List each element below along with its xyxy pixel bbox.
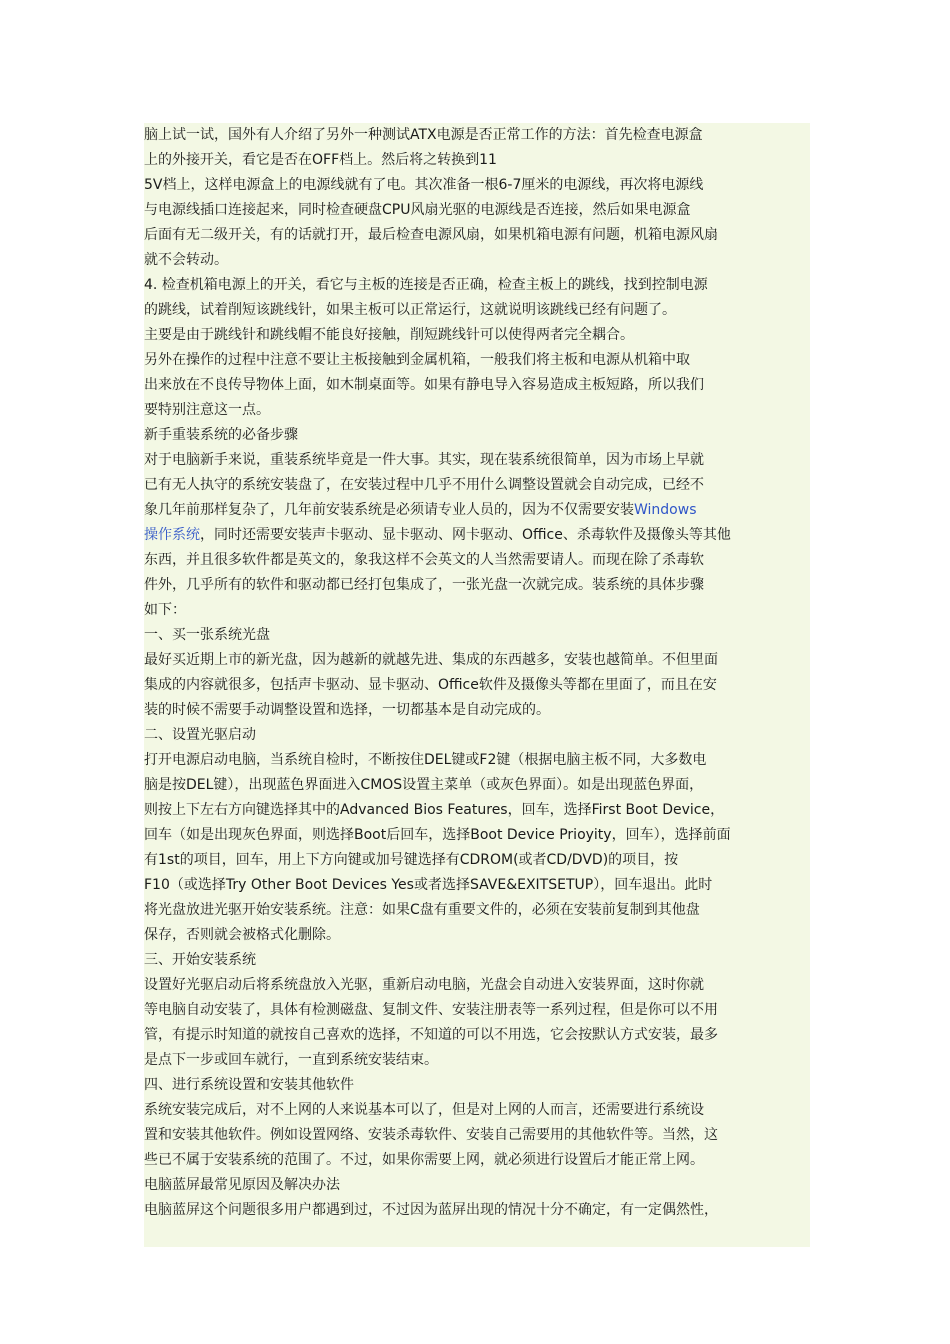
text-line [144,1023,810,1048]
text-line [144,648,810,673]
text-line [144,348,810,373]
text-line [144,1148,810,1173]
text-line [144,298,810,323]
text-line [144,323,810,348]
inline-link[interactable]: Windows [634,502,697,518]
text-line-content: 脑是按DEL键），出现蓝色界面进入CMOS设置主菜单（或灰色界面）。如是出现蓝色界面， [144,777,704,793]
text-line-content: 脑上试一试，国外有人介绍了另外一种测试ATX电源是否正常工作的方法：首先检查电源盒 [144,127,703,143]
text-line [144,673,810,698]
text-line-content: 管，有提示时知道的就按自己喜欢的选择，不知道的可以不用选，它会按默认方式安装，最多 [144,1027,718,1043]
text-line-content: 4. 检查机箱电源上的开关，看它与主板的连接是否正确，检查主板上的跳线，找到控制电源 [144,277,708,293]
text-line [144,248,810,273]
text-line-content: ，同时还需要安装声卡驱动、显卡驱动、网卡驱动、Office、杀毒软件及摄像头等其他 [200,527,731,543]
text-line [144,773,810,798]
text-line-content: 置和安装其他软件。例如设置网络、安装杀毒软件、安装自己需要用的其他软件等。当然，这 [144,1127,718,1143]
text-line [144,1173,810,1198]
text-line [144,1123,810,1148]
text-line-content: 后面有无二级开关，有的话就打开，最后检查电源风扇，如果机箱电源有问题，机箱电源风扇 [144,227,718,243]
text-line-content: 的跳线，试着削短该跳线针，如果主板可以正常运行，这就说明该跳线已经有问题了。 [144,302,676,318]
text-line [144,573,810,598]
text-line [144,923,810,948]
text-line [144,498,810,523]
text-line [144,723,810,748]
text-line [144,623,810,648]
text-line-content: 三、开始安装系统 [144,952,256,968]
text-line [144,198,810,223]
text-line-content: 则按上下左右方向键选择其中的Advanced Bios Features，回车，选择First Boot Device， [144,802,725,818]
text-line-content: 最好买近期上市的新光盘，因为越新的就越先进、集成的东西越多，安装也越简单。不但里面 [144,652,718,668]
text-line-content: 将光盘放进光驱开始安装系统。注意：如果C盘有重要文件的，必须在安装前复制到其他盘 [144,902,700,918]
text-line [144,898,810,923]
text-line [144,1198,810,1223]
text-line [144,1048,810,1073]
text-line-content: 就不会转动。 [144,252,228,268]
text-line-content: 东西，并且很多软件都是英文的，象我这样不会英文的人当然需要请人。而现在除了杀毒软 [144,552,704,568]
text-line [144,823,810,848]
text-line-content: 装的时候不需要手动调整设置和选择，一切都基本是自动完成的。 [144,702,550,718]
text-line [144,973,810,998]
text-line [144,523,810,548]
text-line-content: F10（或选择Try Other Boot Devices Yes或者选择SAVE&EXITSETUP），回车退出。此时 [144,877,713,893]
inline-link[interactable]: 操作系统 [144,527,200,543]
text-line-content: 保存，否则就会被格式化删除。 [144,927,340,943]
text-line-content: 要特别注意这一点。 [144,402,270,418]
text-line-content: 集成的内容就很多，包括声卡驱动、显卡驱动、Office软件及摄像头等都在里面了，而且在安 [144,677,717,693]
text-line-content: 象几年前那样复杂了，几年前安装系统是必须请专业人员的，因为不仅需要安装 [144,502,634,518]
text-line-content: 二、设置光驱启动 [144,727,256,743]
text-line-content: 系统安装完成后，对不上网的人来说基本可以了，但是对上网的人而言，还需要进行系统设 [144,1102,704,1118]
text-line [144,698,810,723]
text-line-content: 已有无人执守的系统安装盘了，在安装过程中几乎不用什么调整设置就会自动完成，已经不 [144,477,704,493]
text-line [144,798,810,823]
text-line [144,398,810,423]
text-line-content: 新手重装系统的必备步骤 [144,427,298,443]
article-text-block [144,123,810,1247]
text-line-content: 电脑蓝屏最常见原因及解决办法 [144,1177,340,1193]
text-line [144,748,810,773]
text-line [144,223,810,248]
text-line-content: 回车（如是出现灰色界面，则选择Boot后回车，选择Boot Device Prioyity，回车），选择前面 [144,827,731,843]
text-line-content: 些已不属于安装系统的范围了。不过，如果你需要上网，就必须进行设置后才能正常上网。 [144,1152,704,1168]
text-line [144,473,810,498]
text-line-content: 件外，几乎所有的软件和驱动都已经打包集成了，一张光盘一次就完成。装系统的具体步骤 [144,577,704,593]
text-line [144,548,810,573]
text-line-content: 5V档上，这样电源盒上的电源线就有了电。其次准备一根6-7厘米的电源线，再次将电源线 [144,177,704,193]
text-line-content: 是点下一步或回车就行，一直到系统安装结束。 [144,1052,438,1068]
text-line-content: 另外在操作的过程中注意不要让主板接触到金属机箱，一般我们将主板和电源从机箱中取 [144,352,690,368]
text-line [144,448,810,473]
text-line-content: 等电脑自动安装了，具体有检测磁盘、复制文件、安装注册表等一系列过程，但是你可以不用 [144,1002,718,1018]
text-line-content: 设置好光驱启动后将系统盘放入光驱，重新启动电脑，光盘会自动进入安装界面，这时你就 [144,977,704,993]
text-line [144,598,810,623]
text-line [144,848,810,873]
text-line [144,998,810,1023]
text-line-content: 与电源线插口连接起来，同时检查硬盘CPU风扇光驱的电源线是否连接，然后如果电源盒 [144,202,691,218]
text-line [144,148,810,173]
text-line [144,123,810,148]
text-line-content: 出来放在不良传导物体上面，如木制桌面等。如果有静电导入容易造成主板短路，所以我们 [144,377,704,393]
text-line-content: 如下： [144,602,186,618]
text-line-content: 一、买一张系统光盘 [144,627,270,643]
text-line [144,1073,810,1098]
text-line-content: 打开电源启动电脑，当系统自检时，不断按住DEL键或F2键（根据电脑主板不同，大多数电 [144,752,707,768]
text-line-content: 主要是由于跳线针和跳线帽不能良好接触，削短跳线针可以使得两者完全耦合。 [144,327,634,343]
text-line [144,273,810,298]
text-line [144,173,810,198]
text-line-content: 上的外接开关，看它是否在OFF档上。然后将之转换到11 [144,152,497,168]
text-line [144,373,810,398]
text-line [144,1098,810,1123]
text-line-content: 对于电脑新手来说，重装系统毕竟是一件大事。其实，现在装系统很简单，因为市场上早就 [144,452,704,468]
text-line-content: 电脑蓝屏这个问题很多用户都遇到过，不过因为蓝屏出现的情况十分不确定，有一定偶然性， [144,1202,718,1218]
text-line [144,423,810,448]
text-line [144,873,810,898]
text-line-content: 四、进行系统设置和安装其他软件 [144,1077,354,1093]
text-line-content: 有1st的项目，回车，用上下方向键或加号键选择有CDROM(或者CD/DVD)的项目，按 [144,852,679,868]
text-line [144,948,810,973]
